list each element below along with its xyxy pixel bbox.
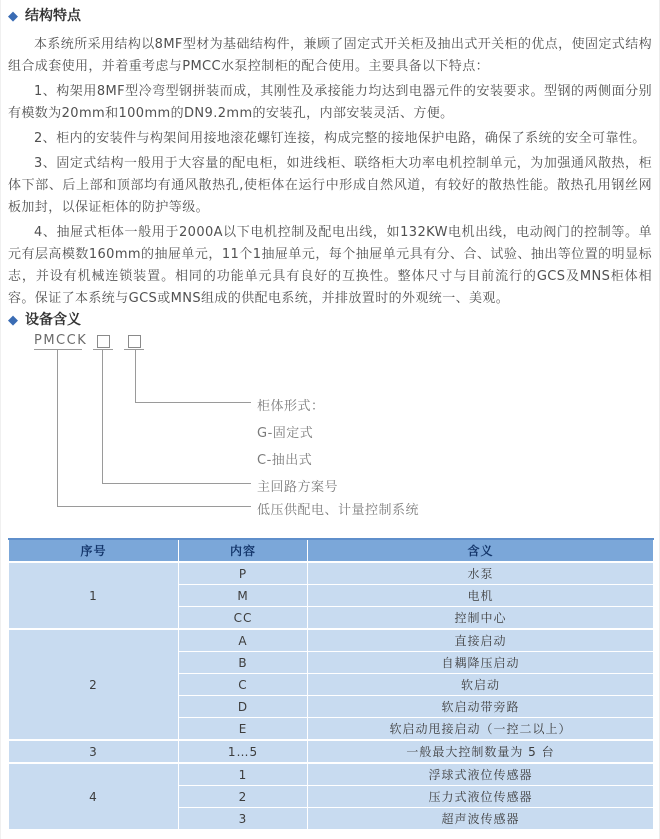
section-title: 结构特点	[25, 8, 81, 24]
diamond-bullet-icon: ◆	[8, 312, 18, 328]
section-title: 设备含义	[25, 312, 81, 328]
cell-group-number: 1	[9, 562, 179, 629]
table-row	[9, 740, 654, 763]
cell-meaning-text: 软启动	[308, 674, 654, 696]
cell-meaning-text: 自耦降压启动	[308, 652, 654, 674]
cell-meaning-text: 水泵	[308, 562, 654, 585]
diagram-label-cabinet-form: 柜体形式：	[257, 399, 325, 414]
cell-content-code: 3	[179, 808, 308, 830]
diagram-label-lv-system: 低压供配电、计量控制系统	[257, 503, 420, 518]
cell-meaning-text: 直接启动	[308, 629, 654, 652]
cell-content-code: 2	[179, 786, 308, 808]
cell-content-code: A	[179, 629, 308, 652]
cell-content-code: P	[179, 562, 308, 585]
model-designation-diagram	[8, 332, 652, 532]
cell-group-number: 4	[9, 763, 179, 830]
cell-meaning-text: 电机	[308, 585, 654, 607]
connector-line-horizontal	[57, 506, 251, 507]
paragraph-point-4: 4、抽屉式柜体一般用于2000A以下电机控制及配电出线，如132KW电机出线，电动阀门的控制等。单元有层高模数160mm的抽屉单元，11个1抽屉单元，每个抽屉单元具有分、合、试验、抽出等位置的明显标志，并设有机械连锁装置。相同的功能单元具有良好的互换性。整体尺寸与目前流行的GCS及MNS柜体相容。保证了本系统与GCS或MNS组成的供配电系统，并排放置时的外观统一、美观。	[8, 225, 652, 306]
table-row	[9, 629, 654, 652]
cell-content-code: M	[179, 585, 308, 607]
designation-placeholder-box	[97, 335, 110, 348]
diagram-label-fixed-type: G-固定式	[257, 426, 314, 441]
column-header-content: 内容	[179, 539, 308, 562]
table-header-row	[9, 539, 654, 562]
cell-group-number: 2	[9, 629, 179, 740]
table-group	[9, 562, 654, 629]
cell-meaning-text: 软启动甩接启动（一控二以上）	[308, 718, 654, 741]
cell-meaning-text: 控制中心	[308, 607, 654, 630]
connector-line-horizontal	[102, 483, 251, 484]
paragraph-point-2: 2、柜内的安装件与构架间用接地滚花螺钉连接，构成完整的接地保护电路，确保了系统的安全可靠性。	[34, 131, 646, 146]
paragraph-point-1: 1、构架用8MF型冷弯型钢拼装而成，其刚性及承接能力均达到电器元件的安装要求。型钢的两侧面分别有模数为20mm和100mm的DN9.2mm的安装孔，内部安装灵活、方便。	[8, 84, 652, 121]
cell-content-code: 1…5	[179, 740, 308, 763]
table-row	[9, 562, 654, 585]
diagram-label-main-circuit-scheme: 主回路方案号	[257, 480, 339, 495]
column-header-number: 序号	[9, 539, 179, 562]
cell-meaning-text: 超声波传感器	[308, 808, 654, 830]
cell-content-code: 1	[179, 763, 308, 786]
underline-segment	[34, 349, 82, 350]
column-header-meaning: 含义	[308, 539, 654, 562]
cell-content-code: CC	[179, 607, 308, 630]
paragraph-point-3: 3、固定式结构一般用于大容量的配电柜，如进线柜、联络柜大功率电机控制单元，为加强通风散热，柜体下部、后上部和顶部均有通风散热孔,使柜体在运行中形成自然风道，有较好的散热性能。散热孔用钢丝网板加封，以保证柜体的防护等级。	[8, 156, 652, 215]
cell-content-code: C	[179, 674, 308, 696]
diagram-label-drawout-type: C-抽出式	[257, 453, 313, 468]
cell-meaning-text: 软启动带旁路	[308, 696, 654, 718]
content-area	[1, 0, 659, 830]
diamond-bullet-icon: ◆	[8, 8, 18, 24]
paragraph-intro: 本系统所采用结构以8MF型材为基础结构件，兼顾了固定式开关柜及抽出式开关柜的优点，使固定式结构组合成套使用，并着重考虑与PMCC水泵控制柜的配合使用。主要具备以下特点：	[8, 37, 652, 74]
table-group	[9, 763, 654, 830]
cell-meaning-text: 压力式液位传感器	[308, 786, 654, 808]
table-group	[9, 740, 654, 763]
model-code-text: PMCCK	[34, 333, 88, 348]
connector-line-vertical	[57, 349, 58, 506]
section-heading-equipment-meaning	[8, 310, 652, 330]
cell-content-code: D	[179, 696, 308, 718]
designation-placeholder-box	[128, 335, 141, 348]
cell-meaning-text: 浮球式液位传感器	[308, 763, 654, 786]
table-group	[9, 629, 654, 740]
underline-segment	[93, 349, 113, 350]
cell-content-code: B	[179, 652, 308, 674]
underline-segment	[124, 349, 144, 350]
cell-content-code: E	[179, 718, 308, 741]
equipment-meaning-table	[8, 538, 654, 830]
table-row	[9, 763, 654, 786]
connector-line-vertical	[135, 349, 136, 402]
connector-line-vertical	[102, 349, 103, 483]
cell-meaning-text: 一般最大控制数量为 5 台	[308, 740, 654, 763]
connector-line-horizontal	[135, 402, 251, 403]
cell-group-number: 3	[9, 740, 179, 763]
section-heading-structure	[8, 6, 652, 26]
